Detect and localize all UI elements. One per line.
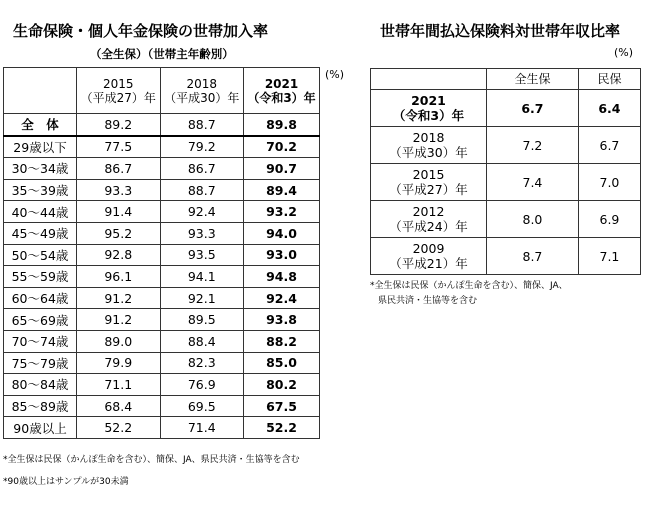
table-header-row [371, 69, 641, 90]
row-label: 90歳以上 [4, 417, 77, 439]
cell-2018: 94.1 [160, 266, 244, 288]
table-row [371, 164, 641, 201]
table-row [4, 222, 320, 244]
table-row [371, 238, 641, 275]
premium-ratio-table [370, 68, 641, 275]
table-row [4, 244, 320, 266]
cell-all: 7.2 [487, 127, 579, 164]
row-label: 45～49歳 [4, 222, 77, 244]
row-label: 70～74歳 [4, 330, 77, 352]
right-note-2: 県民共済・生協等を含む [378, 296, 478, 306]
cell-2015: 79.9 [77, 352, 161, 374]
table-row [4, 266, 320, 288]
cell-2021: 80.2 [244, 374, 320, 396]
header-corner [4, 68, 77, 114]
cell-2015: 91.4 [77, 201, 161, 223]
cell-2018: 88.7 [160, 179, 244, 201]
table-row [371, 90, 641, 127]
header-2015: 2015 （平成27）年 [77, 68, 161, 114]
cell-2015: 86.7 [77, 158, 161, 180]
header-2018: 2018 （平成30）年 [160, 68, 244, 114]
header-private-insurance: 民保 [578, 69, 640, 90]
row-label: 80～84歳 [4, 374, 77, 396]
cell-2015: 95.2 [77, 222, 161, 244]
cell-2021: 93.0 [244, 244, 320, 266]
cell-2018: 88.7 [160, 114, 244, 136]
left-note-2: *90歳以上はサンプルが30未満 [3, 477, 129, 487]
table-row [4, 417, 320, 439]
cell-2021: 93.2 [244, 201, 320, 223]
cell-2021: 92.4 [244, 287, 320, 309]
row-label: 2012 （平成24）年 [371, 201, 487, 238]
row-label: 2009 （平成21）年 [371, 238, 487, 275]
cell-2015: 96.1 [77, 266, 161, 288]
row-label: 40～44歳 [4, 201, 77, 223]
table-row [371, 201, 641, 238]
right-note-1: *全生保は民保（かんぽ生命を含む）、簡保、JA、 [370, 281, 568, 291]
cell-2015: 92.8 [77, 244, 161, 266]
row-label: 65～69歳 [4, 309, 77, 331]
cell-2018: 92.4 [160, 201, 244, 223]
cell-2015: 52.2 [77, 417, 161, 439]
cell-2021: 70.2 [244, 136, 320, 158]
cell-all: 6.7 [487, 90, 579, 127]
left-title: 生命保険・個人年金保険の世帯加入率 [13, 22, 269, 40]
table-row [4, 114, 320, 136]
header-corner [371, 69, 487, 90]
table-row [4, 136, 320, 158]
row-label: 60～64歳 [4, 287, 77, 309]
table-row [4, 201, 320, 223]
cell-all: 8.7 [487, 238, 579, 275]
cell-all: 7.4 [487, 164, 579, 201]
cell-2018: 89.5 [160, 309, 244, 331]
table-row [4, 309, 320, 331]
row-label: 2021 （令和3）年 [371, 90, 487, 127]
cell-2018: 92.1 [160, 287, 244, 309]
household-enrollment-table [3, 67, 320, 439]
table-row [4, 287, 320, 309]
table-row [371, 127, 641, 164]
row-label: 85～89歳 [4, 395, 77, 417]
row-label: 30～34歳 [4, 158, 77, 180]
row-label: 35～39歳 [4, 179, 77, 201]
left-note-1: *全生保は民保（かんぽ生命を含む）、簡保、JA、県民共済・生協等を含む [3, 455, 300, 465]
cell-2015: 77.5 [77, 136, 161, 158]
right-unit: (%) [614, 46, 634, 59]
cell-2021: 94.8 [244, 266, 320, 288]
row-label: 2015 （平成27）年 [371, 164, 487, 201]
cell-2015: 91.2 [77, 309, 161, 331]
cell-2018: 86.7 [160, 158, 244, 180]
cell-2015: 89.0 [77, 330, 161, 352]
cell-2015: 71.1 [77, 374, 161, 396]
cell-2018: 93.3 [160, 222, 244, 244]
cell-private: 6.7 [578, 127, 640, 164]
left-unit: (%) [325, 68, 345, 81]
row-label: 55～59歳 [4, 266, 77, 288]
cell-2015: 89.2 [77, 114, 161, 136]
cell-2021: 52.2 [244, 417, 320, 439]
row-label: 75～79歳 [4, 352, 77, 374]
cell-2021: 93.8 [244, 309, 320, 331]
cell-2021: 94.0 [244, 222, 320, 244]
table-row [4, 352, 320, 374]
cell-2015: 93.3 [77, 179, 161, 201]
header-all-insurance: 全生保 [487, 69, 579, 90]
cell-2021: 67.5 [244, 395, 320, 417]
cell-2018: 79.2 [160, 136, 244, 158]
cell-2018: 93.5 [160, 244, 244, 266]
right-title: 世帯年間払込保険料対世帯年収比率 [380, 22, 621, 40]
cell-2018: 82.3 [160, 352, 244, 374]
cell-private: 7.0 [578, 164, 640, 201]
table-row [4, 330, 320, 352]
cell-2018: 88.4 [160, 330, 244, 352]
left-subtitle: （全生保）（世帯主年齢別） [90, 47, 234, 61]
cell-all: 8.0 [487, 201, 579, 238]
cell-2021: 88.2 [244, 330, 320, 352]
row-label: 50～54歳 [4, 244, 77, 266]
cell-2021: 89.8 [244, 114, 320, 136]
header-2021: 2021 （令和3）年 [244, 68, 320, 114]
table-header-row [4, 68, 320, 114]
cell-2021: 89.4 [244, 179, 320, 201]
table-row [4, 158, 320, 180]
cell-private: 6.4 [578, 90, 640, 127]
row-label: 29歳以下 [4, 136, 77, 158]
cell-2018: 69.5 [160, 395, 244, 417]
cell-2021: 85.0 [244, 352, 320, 374]
cell-2015: 91.2 [77, 287, 161, 309]
cell-2018: 71.4 [160, 417, 244, 439]
table-row [4, 179, 320, 201]
cell-private: 6.9 [578, 201, 640, 238]
cell-private: 7.1 [578, 238, 640, 275]
row-label: 2018 （平成30）年 [371, 127, 487, 164]
table-row [4, 395, 320, 417]
cell-2015: 68.4 [77, 395, 161, 417]
cell-2021: 90.7 [244, 158, 320, 180]
cell-2018: 76.9 [160, 374, 244, 396]
row-label: 全 体 [4, 114, 77, 136]
table-row [4, 374, 320, 396]
